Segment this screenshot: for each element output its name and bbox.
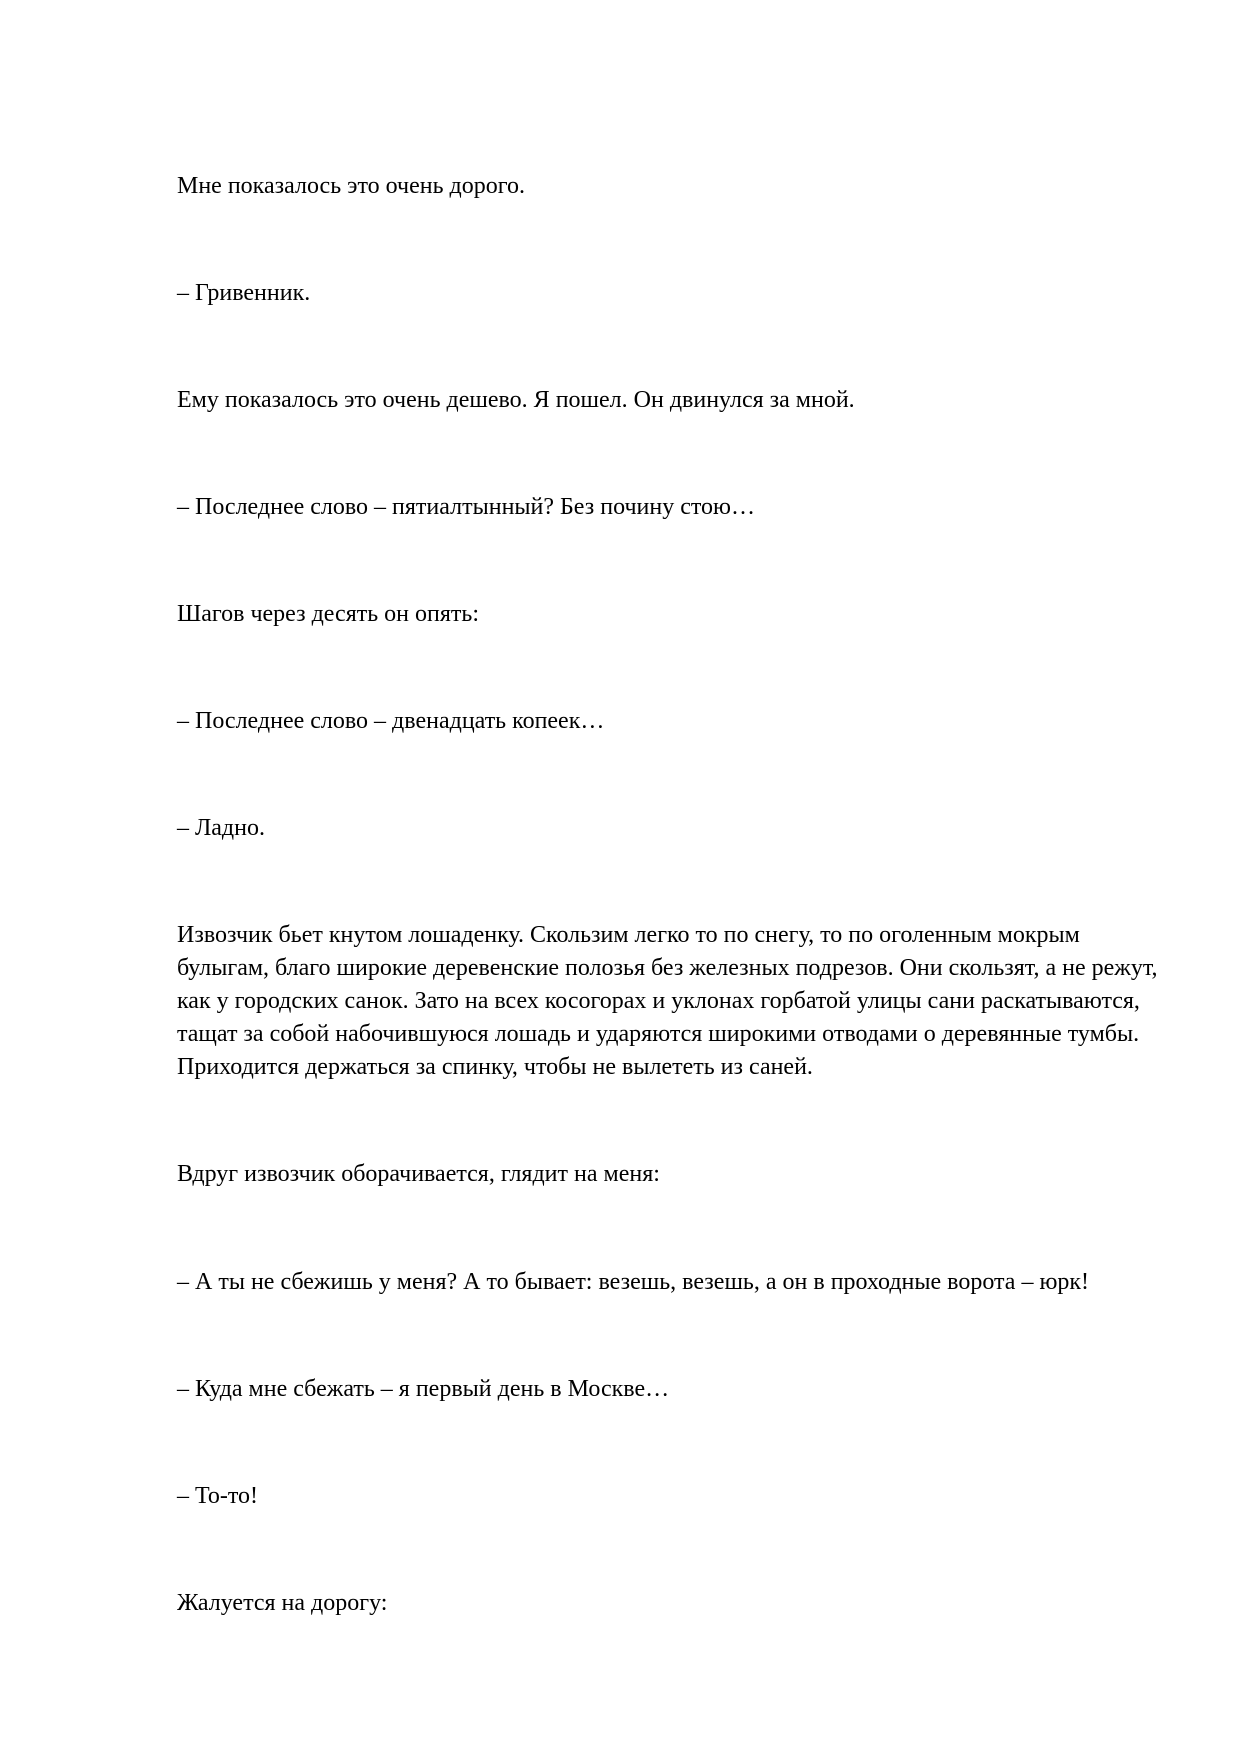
paragraph-7: – Ладно. [177,815,265,841]
paragraph-9: Вдруг извозчик оборачивается, глядит на меня: [177,1161,660,1187]
paragraph-8: Извозчик бьет кнутом лошаденку. Скользим легко то по снегу, то по оголенным мокрым булыгам, благо широкие деревенские полозья без железных подрезов. Они скользят, а не режут, как у городских санок. Зато на всех косогорах и уклонах горбатой улицы сани раскатываются, тащат за собой набочившуюся лошадь и ударяются широкими отводами о деревянные тумбы. Приходится держаться за спинку, чтобы не вылететь из саней. [177,922,1158,1080]
paragraph-10: – А ты не сбежишь у меня? А то бывает: везешь, везешь, а он в проходные ворота – юрк! [177,1269,1090,1295]
paragraph-4: – Последнее слово – пятиалтынный? Без почину стою… [177,494,755,520]
paragraph-11: – Куда мне сбежать – я первый день в Москве… [177,1376,670,1402]
paragraph-1: Мне показалось это очень дорого. [177,173,525,199]
paragraph-2: – Гривенник. [177,280,311,306]
paragraph-6: – Последнее слово – двенадцать копеек… [177,708,605,734]
paragraph-13: Жалуется на дорогу: [177,1590,388,1616]
paragraph-12: – То-то! [177,1483,259,1509]
paragraph-3: Ему показалось это очень дешево. Я пошел. Он двинулся за мной. [177,387,855,413]
paragraph-5: Шагов через десять он опять: [177,601,480,627]
